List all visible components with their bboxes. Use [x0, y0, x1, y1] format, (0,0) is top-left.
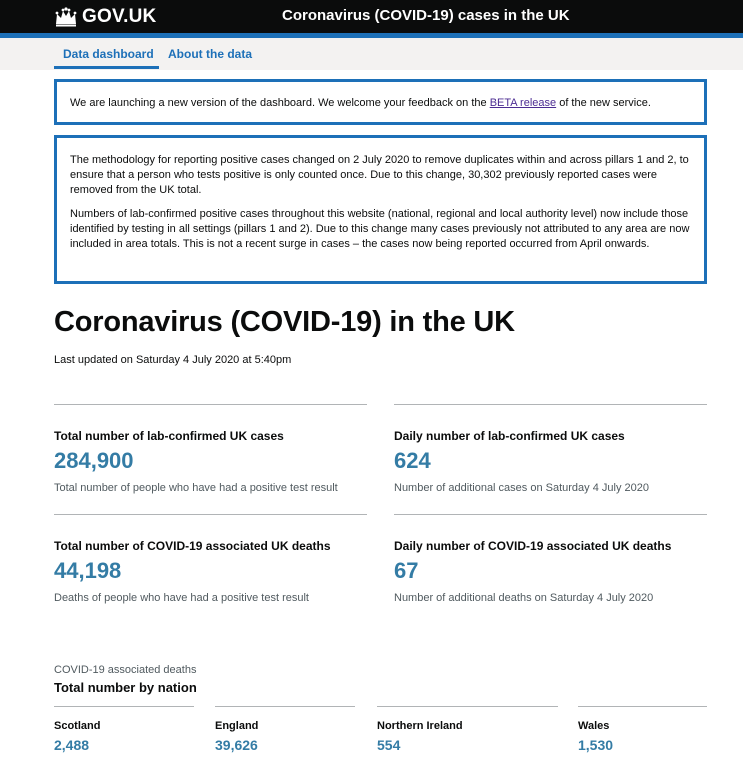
nation-name: Northern Ireland	[377, 720, 463, 732]
beta-release-link[interactable]: BETA release	[489, 97, 557, 109]
nation-value: 1,530	[578, 737, 614, 753]
govuk-logo-link[interactable]	[54, 5, 156, 29]
divider	[54, 706, 194, 707]
page-title: Coronavirus (COVID-19) in the UK	[54, 306, 515, 338]
stat-value: 624	[394, 448, 431, 473]
stat-value: 67	[394, 558, 419, 583]
divider	[215, 706, 355, 707]
divider	[394, 404, 707, 405]
beta-notice	[54, 79, 707, 125]
stat-label: Daily number of lab-confirmed UK cases	[394, 429, 625, 443]
beta-notice-text-end: of the new service.	[556, 97, 651, 109]
nation-value: 39,626	[215, 737, 258, 753]
methodology-notice	[54, 135, 707, 284]
beta-notice-text: We are launching a new version of the dashboard. We welcome your feedback on the	[70, 97, 490, 109]
stat-label: Total number of lab-confirmed UK cases	[54, 429, 284, 443]
methodology-paragraph: The methodology for reporting positive cases changed on 2 July 2020 to remove duplicates within and across pillars 1 and 2, to ensure that a person who tests positive is only counted once. Due to this change, 30,302 previously reported cases were removed from the UK total.	[70, 154, 689, 196]
stat-description: Total number of people who have had a positive test result	[54, 482, 338, 494]
methodology-paragraph: Numbers of lab-confirmed positive cases throughout this website (national, regional and local authority level) now include those identified by testing in all settings (pillars 1 and 2). Due to this change many cases previously not attributed to any area are now included in area totals. This is not a recent surge in cases – the cases now being reported occurred from April onwards.	[70, 208, 690, 250]
nation-name: Wales	[578, 720, 610, 732]
service-title-link[interactable]: Coronavirus (COVID-19) cases in the UK	[282, 7, 570, 24]
divider	[54, 404, 367, 405]
divider	[377, 706, 558, 707]
divider	[394, 514, 707, 515]
tab-about-the-data[interactable]: About the data	[168, 47, 252, 61]
stat-value: 44,198	[54, 558, 122, 583]
deaths-heading: Total number by nation	[54, 680, 197, 695]
last-updated: Last updated on Saturday 4 July 2020 at 5:40pm	[54, 354, 292, 366]
crown-icon	[54, 7, 78, 27]
tab-data-dashboard[interactable]: Data dashboard	[63, 47, 154, 61]
nation-value: 554	[377, 737, 401, 753]
nation-name: England	[215, 720, 259, 732]
divider	[578, 706, 707, 707]
nation-name: Scotland	[54, 720, 101, 732]
stat-label: Total number of COVID-19 associated UK deaths	[54, 539, 331, 553]
divider	[54, 514, 367, 515]
active-tab-indicator	[54, 66, 159, 69]
stat-description: Number of additional cases on Saturday 4 July 2020	[394, 482, 649, 494]
deaths-caption: COVID-19 associated deaths	[54, 664, 197, 676]
stat-label: Daily number of COVID-19 associated UK deaths	[394, 539, 672, 553]
govuk-header	[0, 0, 743, 33]
stat-description: Deaths of people who have had a positive test result	[54, 592, 309, 604]
stat-value: 284,900	[54, 448, 134, 473]
nation-value: 2,488	[54, 737, 90, 753]
logo-text: GOV.UK	[82, 6, 157, 27]
stat-description: Number of additional deaths on Saturday 4 July 2020	[394, 592, 654, 604]
